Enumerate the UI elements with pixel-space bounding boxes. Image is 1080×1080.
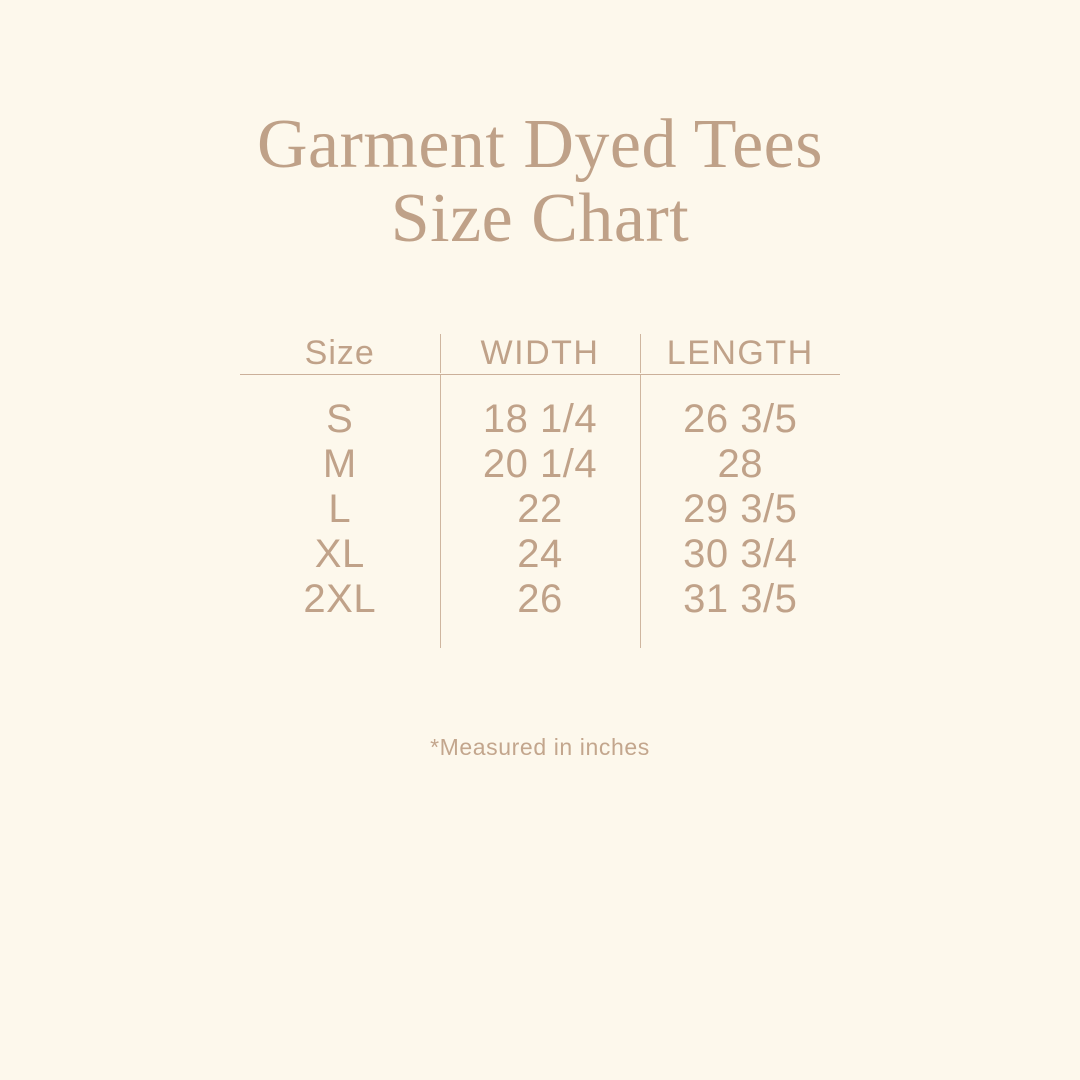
table-row bbox=[240, 577, 840, 648]
size-table-head bbox=[240, 334, 840, 375]
cell-length: 30 3/4 bbox=[683, 532, 798, 577]
title-line-1: Garment Dyed Tees bbox=[256, 106, 823, 183]
cell-size: L bbox=[328, 487, 352, 532]
cell-width: 26 bbox=[440, 577, 640, 648]
cell-size: M bbox=[322, 442, 357, 487]
cell-width: 18 1/4 bbox=[440, 375, 640, 442]
size-table-body bbox=[240, 375, 840, 648]
table-header-row bbox=[240, 334, 840, 373]
cell-width: 24 bbox=[440, 532, 640, 577]
cell-length: 28 bbox=[717, 442, 763, 487]
size-table-container bbox=[240, 334, 840, 648]
table-row bbox=[240, 487, 840, 532]
cell-length: 31 3/5 bbox=[683, 577, 798, 622]
cell-length: 29 3/5 bbox=[683, 487, 798, 532]
cell-size: 2XL bbox=[303, 577, 377, 622]
title-line-2: Size Chart bbox=[390, 180, 690, 258]
page-title bbox=[257, 108, 823, 256]
table-row bbox=[240, 375, 840, 442]
table-row bbox=[240, 442, 840, 487]
size-table bbox=[240, 334, 840, 648]
measurement-footnote: *Measured in inches bbox=[430, 734, 650, 761]
column-header-size: Size bbox=[304, 334, 375, 373]
cell-size: S bbox=[326, 397, 354, 442]
cell-size: XL bbox=[314, 532, 365, 577]
cell-length: 26 3/5 bbox=[683, 397, 798, 442]
cell-width: 22 bbox=[440, 487, 640, 532]
cell-width: 20 1/4 bbox=[440, 442, 640, 487]
column-header-width: WIDTH bbox=[440, 334, 640, 373]
column-header-length: LENGTH bbox=[666, 334, 814, 373]
table-row bbox=[240, 532, 840, 577]
